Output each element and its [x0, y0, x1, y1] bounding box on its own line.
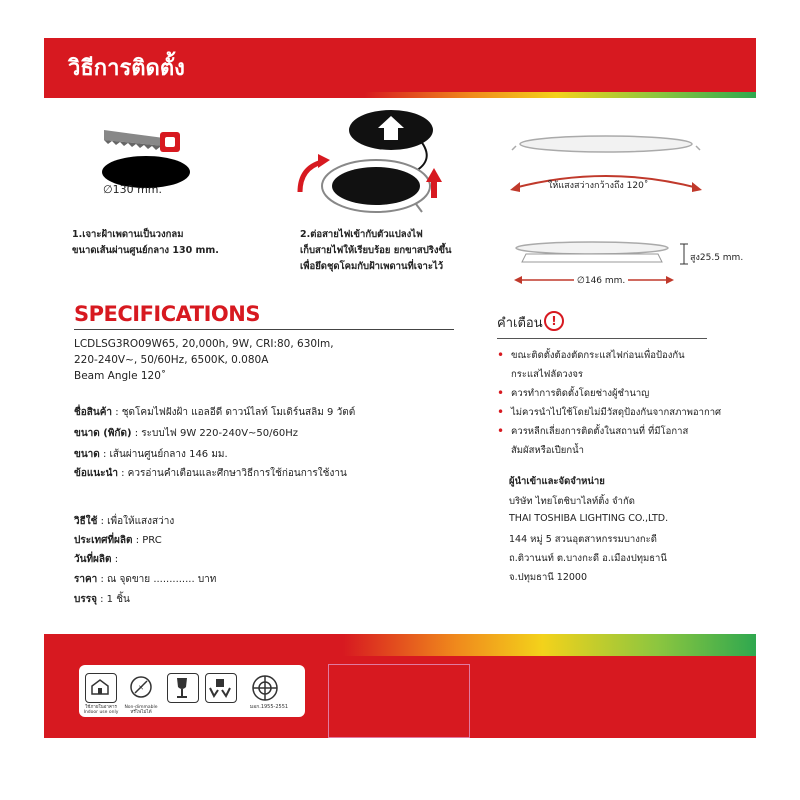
specifications-title: SPECIFICATIONS	[74, 302, 260, 326]
spec-row-rating: ขนาด (พิกัด) : ระบบไฟ 9W 220-240V~50/60Hz	[74, 428, 299, 439]
warning-item: • ขณะติดตั้งต้องตัดกระแสไฟก่อนเพื่อป้องกัน	[497, 346, 727, 365]
empty-label-area	[328, 664, 470, 738]
spec-row-price: ราคา : ณ จุดขาย ............. บาท	[74, 574, 217, 585]
spec-row-advice: ข้อแนะนำ : ควรอ่านคำเตือนและศึกษาวิธีการใช้ก่อนการใช้งาน	[74, 468, 347, 479]
spec-line-2: 220-240V~, 50/60Hz, 6500K, 0.080A	[74, 354, 269, 366]
warning-icon: !	[544, 311, 564, 331]
saw-icon	[104, 130, 180, 152]
tis-standard-icon	[249, 673, 281, 703]
indoor-use-icon	[85, 673, 117, 703]
non-dimmable-caption: Non-dimmable หรี่ไฟไม่ได้	[124, 705, 158, 715]
tis-standard-caption: มอก.1955-2551	[249, 704, 289, 710]
spec-row-product-name: ชื่อสินค้า : ชุดโคมไฟฝังฝ้า แอลอีดี ดาวน์ไลท์ โมเดิร์นสลิม 9 วัตต์	[74, 407, 356, 418]
warning-divider	[497, 338, 707, 339]
distributor-line: THAI TOSHIBA LIGHTING CO.,LTD.	[509, 513, 669, 524]
beam-angle-label: ให้แสงสว่างกว้างถึง 120˚	[548, 181, 649, 191]
fragile-glass-icon	[167, 673, 199, 703]
size-diagram	[506, 236, 706, 296]
page-title: วิธีการติดตั้ง	[68, 56, 185, 81]
spec-row-size: ขนาด : เส้นผ่านศูนย์กลาง 146 มม.	[74, 449, 228, 460]
spec-row-package: บรรจุ : 1 ชิ้น	[74, 594, 130, 605]
step2-illustration	[296, 110, 456, 220]
distributor-line: 144 หมู่ 5 สวนอุตสาหกรรมบางกะดี	[509, 534, 657, 545]
non-dimmable-icon	[125, 673, 157, 703]
width-label: ∅146 mm.	[574, 276, 628, 286]
header-rainbow-strip	[44, 92, 756, 98]
distributor-line: จ.ปทุมธานี 12000	[509, 572, 588, 583]
warning-item-continued: สัมผัสหรือเปียกน้ำ	[511, 445, 584, 456]
spec-row-usage: วิธีใช้ : เพื่อให้แสงสว่าง	[74, 516, 175, 527]
footer-rainbow-strip	[44, 634, 756, 656]
spec-row-country: ประเทศที่ผลิต : PRC	[74, 535, 162, 546]
distributor-line: ถ.ติวานนท์ ต.บางกะดี อ.เมืองปทุมธานี	[509, 553, 667, 564]
warning-list	[497, 346, 727, 460]
indoor-use-caption: ใช้ภายในอาคาร Indoor use only	[83, 705, 119, 715]
distributor-title: ผู้นำเข้าและจัดจำหน่าย	[509, 476, 605, 487]
warning-item: • ไม่ควรนำไปใช้โดยไม่มีวัสดุป้องกันจากสภาพอากาศ	[497, 403, 727, 422]
height-label: สูง25.5 mm.	[690, 253, 744, 263]
step2-text-line2: เก็บสายไฟให้เรียบร้อย ยกขาสปริงขึ้น	[300, 245, 452, 256]
warning-item-continued: กระแสไฟลัดวงจร	[511, 369, 584, 380]
handle-with-care-icon	[205, 673, 237, 703]
spec-row-manufacture-date: วันที่ผลิต :	[74, 554, 119, 565]
step1-text-line1: 1.เจาะฝ้าเพดานเป็นวงกลม	[72, 229, 184, 240]
step2-text-line3: เพื่อยึดชุดโคมกับฝ้าเพดานที่เจาะไว้	[300, 261, 444, 272]
step2-text-line1: 2.ต่อสายไฟเข้ากับตัวแปลงไฟ	[300, 229, 423, 240]
spec-line-3: Beam Angle 120˚	[74, 370, 167, 382]
spec-line-1: LCDLSG3RO09W65, 20,000h, 9W, CRI:80, 630lm,	[74, 338, 334, 350]
step1-diameter-label: ∅130 mm.	[103, 183, 163, 196]
warning-title: คำเตือน	[497, 316, 543, 331]
step1-text-line2: ขนาดเส้นผ่านศูนย์กลาง 130 mm.	[72, 245, 219, 256]
specifications-divider	[74, 329, 454, 330]
distributor-line: บริษัท ไทยโตชิบาไลท์ติ้ง จำกัด	[509, 496, 635, 507]
svg-text:✕: ✕	[138, 684, 144, 692]
warning-item: • ควรทำการติดตั้งโดยช่างผู้ชำนาญ	[497, 384, 727, 403]
certification-icon-panel	[79, 665, 305, 717]
specifications-body	[74, 336, 444, 384]
warning-item: • ควรหลีกเลี่ยงการติดตั้งในสถานที่ ที่มีโอกาส	[497, 422, 727, 441]
header-banner	[44, 38, 756, 92]
